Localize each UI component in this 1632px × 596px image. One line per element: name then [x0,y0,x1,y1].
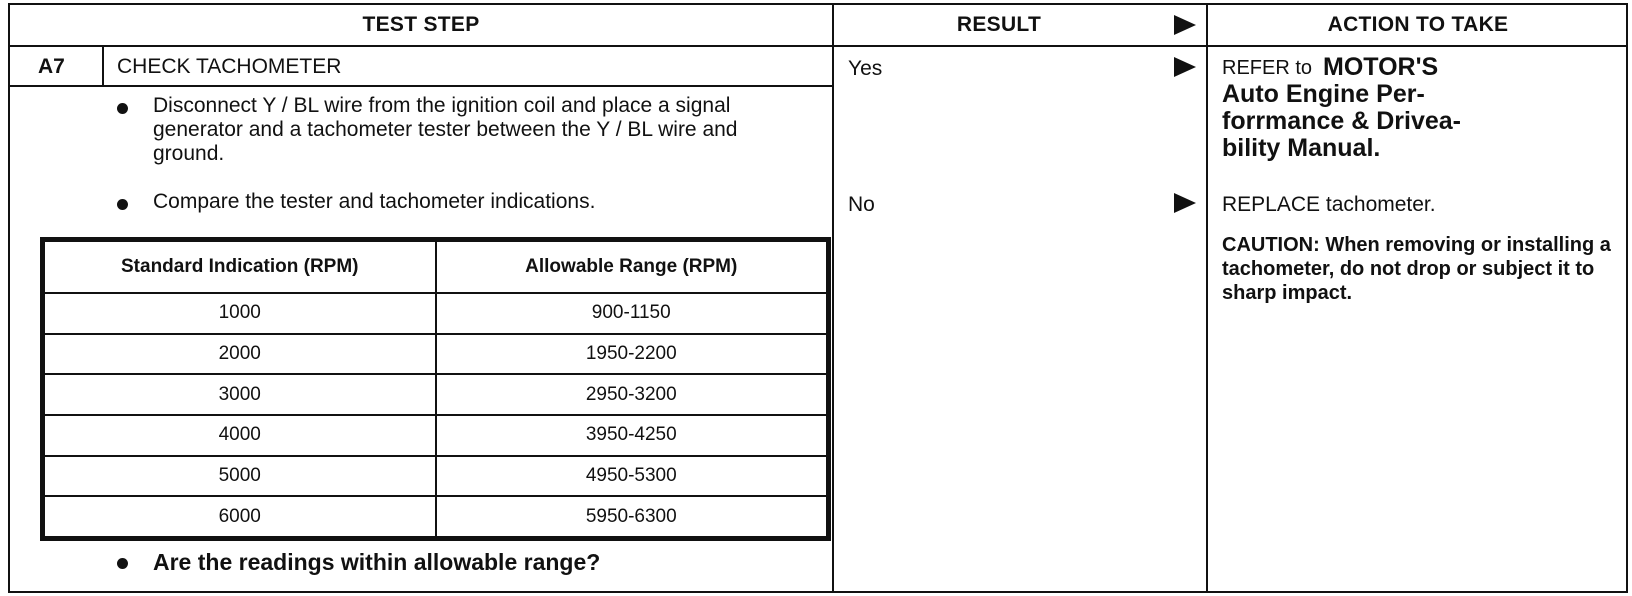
rpm-standard-cell: 2000 [44,334,436,375]
rpm-table [40,237,831,541]
action-yes-prefix: REFER to [1222,57,1313,79]
result-no-arrow-icon [1174,193,1196,213]
action-caution: CAUTION: When removing or installing a tachometer, do not drop or subject it to sharp impact. [1222,234,1611,304]
header-divider [10,45,1626,47]
rpm-standard-cell: 4000 [44,415,436,456]
table-row [44,334,827,375]
bullet-icon [117,558,128,569]
step-title: CHECK TACHOMETER [117,55,342,78]
rpm-standard-cell: 6000 [44,496,436,537]
rpm-standard-cell: 5000 [44,456,436,497]
rpm-standard-cell: 3000 [44,374,436,415]
result-no: No [848,193,875,216]
action-no: REPLACE tachometer. [1222,193,1436,216]
rpm-allowable-cell: 4950-5300 [436,456,828,497]
diagnostic-table [8,3,1628,593]
rpm-allowable-cell: 5950-6300 [436,496,828,537]
rpm-allowable-cell: 1950-2200 [436,334,828,375]
bullet-icon [117,103,128,114]
divider-test-step-result [832,5,834,591]
action-yes-bold-3: forrmance & Drivea- [1222,107,1461,135]
header-arrow-icon [1174,15,1196,35]
rpm-header-standard: Standard Indication (RPM) [44,241,436,293]
step-title-divider [10,85,832,87]
step-bullet-2: Compare the tester and tachometer indications. [153,190,596,213]
result-yes-arrow-icon [1174,57,1196,77]
action-yes-bold-2: Auto Engine Per- [1222,80,1425,108]
table-row [44,415,827,456]
rpm-table-header-row [44,241,827,293]
table-row [44,293,827,334]
rpm-header-allowable: Allowable Range (RPM) [436,241,828,293]
rpm-standard-cell: 1000 [44,293,436,334]
table-row [44,374,827,415]
header-result: RESULT [956,13,1042,36]
step-bullet-1: Disconnect Y / BL wire from the ignition coil and place a signal generator and a tachometer tester between the Y / BL wire and ground. [153,94,738,165]
header-action: ACTION TO TAKE [1327,13,1509,36]
header-test-step: TEST STEP [362,13,480,36]
step-id: A7 [38,55,65,78]
rpm-allowable-cell: 900-1150 [436,293,828,334]
table-row [44,456,827,497]
rpm-allowable-cell: 3950-4250 [436,415,828,456]
divider-result-action [1206,5,1208,591]
result-yes: Yes [848,57,883,80]
rpm-allowable-cell: 2950-3200 [436,374,828,415]
action-yes-bold-4: bility Manual. [1222,134,1381,162]
divider-step-id [102,45,104,85]
table-row [44,496,827,537]
action-yes-bold-1: MOTOR'S [1323,53,1439,81]
bullet-icon [117,199,128,210]
step-question: Are the readings within allowable range? [153,549,601,575]
